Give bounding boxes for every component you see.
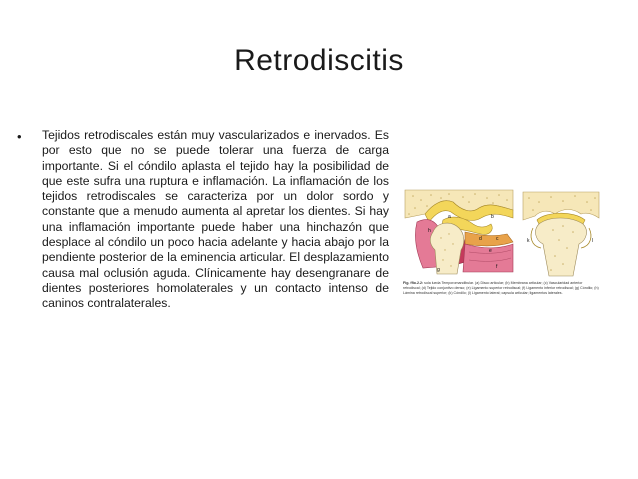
bullet-marker: • [17, 129, 22, 144]
label-h: h [428, 228, 431, 234]
tmj-anatomy-illustration [403, 188, 603, 280]
slide-title: Retrodiscitis [234, 44, 404, 77]
bullet-list [17, 128, 389, 312]
caption-body: sola lueda Temporomandibular. (a) Disco articular; (b) Membrana articular; (c) Vascularidad anterior retrodiscal; (d) Tejido conjuntivo denso; (e) Ligamento superior retrodiscal; (f) Ligamento inferior retrodiscal; (g) Cóndilo; (h) Lámina retrodiscal superior; (k) Cóndilo; (l) Ligamento lateral; capsula articular; ligamentos laterales. [403, 281, 599, 295]
caption-prefix: Fig. ffio.2.2: [403, 281, 424, 285]
label-f: f [496, 264, 498, 270]
label-k: k [527, 238, 530, 244]
label-a: a [448, 214, 451, 220]
label-c: c [496, 236, 499, 242]
figure-caption [403, 281, 599, 296]
label-g: g [437, 267, 440, 273]
label-d: d [479, 236, 482, 242]
bullet-text: Tejidos retrodiscales están muy vascularizados e inervados. Es por esto que no se puede tolerar una fuerza de carga importante. Si el cóndilo aplasta el tejido hay la posibilidad de que este sufra una ruptura e inflamación. La inflamación de los tejidos retrodiscales se caracteriza por un dolor sordo y constante que a menudo aumenta al apretar los dientes. Si hay una inflamación importante puede haber una hinchazón que desplace al cóndilo un poco hacia adelante y hacia abajo por la pendiente posterior de la eminencia articular. El desplazamiento causa mal oclusión aguda. Clínicamente hay desengranare de dientes posteriores homolaterales y un contacto intenso de caninos contralaterales. [42, 128, 389, 311]
label-e: e [489, 248, 492, 254]
label-b: b [491, 214, 494, 220]
label-l: l [592, 238, 594, 244]
